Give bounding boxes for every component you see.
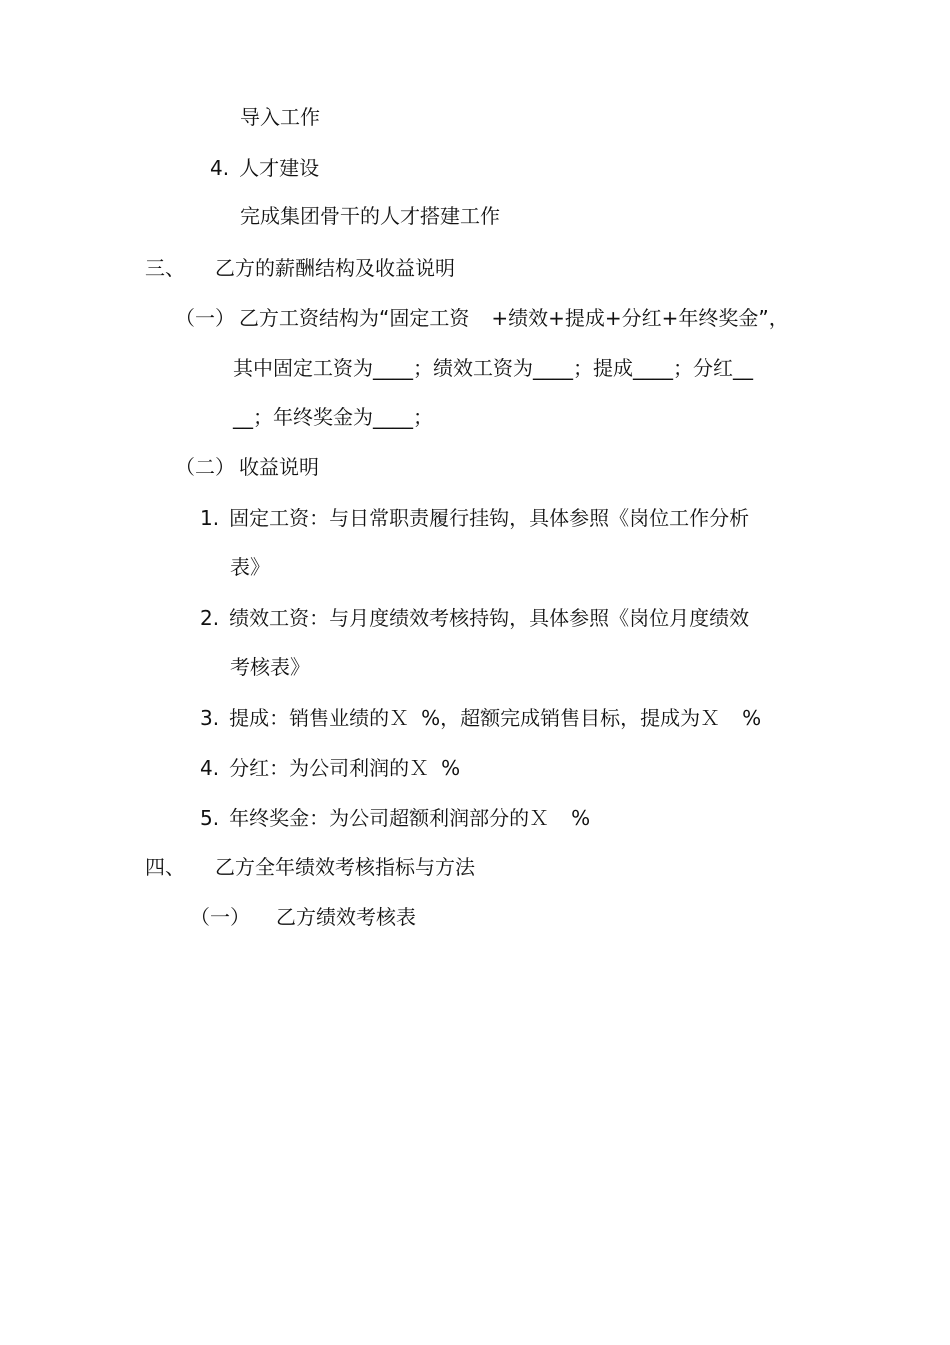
- section-heading-4: [145, 855, 475, 879]
- list-text: 人才建设: [239, 156, 320, 180]
- paragraph-1-line-2: [233, 356, 753, 380]
- list-item: [210, 156, 319, 180]
- list-text-a: 分红：为公司利润的Ｘ: [229, 756, 430, 780]
- section-heading-3: [145, 256, 455, 280]
- paragraph-text-b: +绩效+提成+分红+年终奖金”，: [491, 306, 789, 330]
- list-item: [200, 606, 749, 630]
- subsection-title: 乙方绩效考核表: [276, 905, 416, 929]
- paren-number: （一）: [175, 306, 235, 330]
- paragraph-text: 其中固定工资为____；绩效工资为____；提成____；分红__: [233, 356, 753, 380]
- list-text: 表》: [230, 555, 270, 579]
- list-number: 1.: [200, 506, 220, 530]
- subsection-heading: [190, 905, 416, 929]
- paren-number: （一）: [190, 905, 250, 929]
- list-item: [200, 706, 761, 730]
- section-title: 乙方全年绩效考核指标与方法: [215, 855, 475, 879]
- text-line: [240, 105, 320, 129]
- list-number: 4.: [200, 756, 220, 780]
- list-text-c: %: [742, 706, 762, 730]
- list-text-b: %: [441, 756, 461, 780]
- list-text-b: %，超额完成销售目标，提成为Ｘ: [421, 706, 721, 730]
- list-number: 3.: [200, 706, 220, 730]
- paragraph-text: __；年终奖金为____；: [233, 405, 433, 429]
- list-item-continuation: [230, 655, 310, 679]
- paragraph-1-line-3: [233, 405, 433, 429]
- text-l1: 导入工作: [240, 105, 320, 129]
- list-item: [200, 506, 749, 530]
- list-text-a: 提成：销售业绩的Ｘ: [229, 706, 410, 730]
- list-text: 绩效工资：与月度绩效考核持钩，具体参照《岗位月度绩效: [229, 606, 750, 630]
- paragraph-1-line-1: [175, 306, 789, 330]
- list-item: [200, 756, 460, 780]
- list-text: 固定工资：与日常职责履行挂钩，具体参照《岗位工作分析: [229, 506, 750, 530]
- text-l3: 完成集团骨干的人才搭建工作: [240, 204, 500, 228]
- list-text-a: 年终奖金：为公司超额利润部分的Ｘ: [229, 806, 550, 830]
- list-text: 考核表》: [230, 655, 310, 679]
- paren-number: （二）: [175, 455, 235, 479]
- paragraph-text-a: 乙方工资结构为“固定工资: [239, 306, 470, 330]
- list-item-continuation: [230, 555, 270, 579]
- list-number: 2.: [200, 606, 220, 630]
- section-title: 乙方的薪酬结构及收益说明: [215, 256, 455, 280]
- list-text-b: %: [571, 806, 591, 830]
- section-number: 三、: [145, 256, 185, 280]
- list-number: 5.: [200, 806, 220, 830]
- section-number: 四、: [145, 855, 185, 879]
- list-item: [200, 806, 590, 830]
- paragraph-text: 收益说明: [239, 455, 319, 479]
- paragraph-2: [175, 455, 319, 479]
- list-number: 4.: [210, 156, 230, 180]
- text-line: [240, 204, 500, 228]
